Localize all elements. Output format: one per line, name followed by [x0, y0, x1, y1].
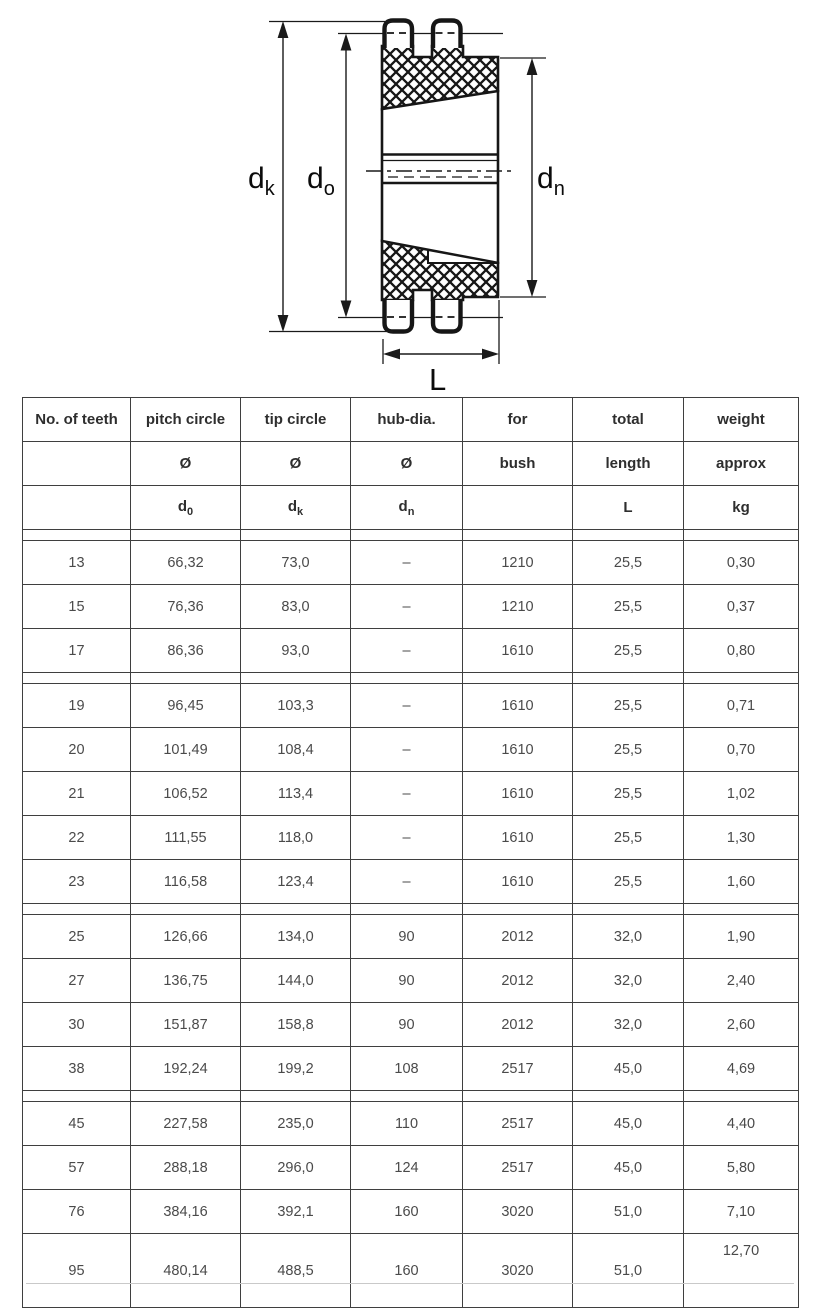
table-cell: 90: [351, 959, 463, 1003]
table-cell: 1,90: [684, 915, 799, 959]
table-cell: 1210: [463, 541, 573, 585]
table-cell: 1,02: [684, 772, 799, 816]
table-cell: 103,3: [241, 684, 351, 728]
table-cell: 90: [351, 1003, 463, 1047]
table-cell: 116,58: [131, 860, 241, 904]
table-row: [23, 816, 799, 860]
label-dn: $d_n$: [537, 162, 565, 200]
table-cell: 32,0: [573, 915, 684, 959]
table-cell: 1610: [463, 684, 573, 728]
table-cell: 21: [23, 772, 131, 816]
table-cell: 76,36: [131, 585, 241, 629]
teeth-bottom: [385, 300, 461, 332]
table-cell: 111,55: [131, 816, 241, 860]
table-cell: 4,40: [684, 1102, 799, 1146]
table-cell: 45: [23, 1102, 131, 1146]
table-cell: 20: [23, 728, 131, 772]
header-cell: [23, 442, 131, 486]
dimension-table: [22, 397, 799, 1308]
table-cell: 392,1: [241, 1190, 351, 1234]
header-cell: Ø: [131, 442, 241, 486]
table-spacer-row: [23, 673, 799, 684]
table-cell: 66,32: [131, 541, 241, 585]
table-cell: 227,58: [131, 1102, 241, 1146]
table-cell: 0,37: [684, 585, 799, 629]
header-cell: hub-dia.: [351, 398, 463, 442]
table-cell: 90: [351, 915, 463, 959]
table-cell: 106,52: [131, 772, 241, 816]
header-cell: No. of teeth: [23, 398, 131, 442]
table-cell: 25,5: [573, 728, 684, 772]
table-cell: 19: [23, 684, 131, 728]
table-cell: 25: [23, 915, 131, 959]
table-cell: 57: [23, 1146, 131, 1190]
spacer-cell: [23, 673, 131, 684]
table-cell: 25,5: [573, 860, 684, 904]
table-row: [23, 1102, 799, 1146]
table-cell: 96,45: [131, 684, 241, 728]
header-cell: length: [573, 442, 684, 486]
table-cell: 73,0: [241, 541, 351, 585]
table-row: [23, 1146, 799, 1190]
spacer-cell: [131, 1091, 241, 1102]
table-cell: 38: [23, 1047, 131, 1091]
hub-and-bore: [382, 90, 498, 264]
table-cell: 76: [23, 1190, 131, 1234]
sprocket-section-figure: [0, 0, 820, 392]
table-spacer-row: [23, 530, 799, 541]
spacer-cell: [573, 530, 684, 541]
spacer-cell: [351, 1091, 463, 1102]
table-row: [23, 629, 799, 673]
table-cell: 101,49: [131, 728, 241, 772]
table-cell: 160: [351, 1190, 463, 1234]
spacer-cell: [131, 904, 241, 915]
spacer-cell: [463, 1091, 573, 1102]
label-dk: $d_k$: [248, 162, 275, 200]
header-cell: Ø: [241, 442, 351, 486]
spacer-cell: [241, 530, 351, 541]
table-cell: 144,0: [241, 959, 351, 1003]
spacer-cell: [23, 530, 131, 541]
spacer-cell: [241, 1091, 351, 1102]
table-cell: 110: [351, 1102, 463, 1146]
spacer-cell: [131, 530, 241, 541]
header-cell: [23, 486, 131, 530]
table-row: [23, 728, 799, 772]
taper-bush-split: [428, 250, 498, 263]
sprocket-body-upper: [382, 46, 498, 109]
table-cell: –: [351, 728, 463, 772]
spacer-cell: [23, 904, 131, 915]
table-cell: 2012: [463, 915, 573, 959]
table-cell: 2,60: [684, 1003, 799, 1047]
table-cell: 27: [23, 959, 131, 1003]
table-cell: 124: [351, 1146, 463, 1190]
spacer-cell: [23, 1091, 131, 1102]
spacer-cell: [241, 904, 351, 915]
sprocket-body-lower: [382, 241, 498, 300]
dimension-do: [341, 34, 352, 318]
spacer-cell: [684, 530, 799, 541]
spacer-cell: [131, 673, 241, 684]
table-cell: 1610: [463, 728, 573, 772]
table-cell: 0,80: [684, 629, 799, 673]
dimension-dk: [269, 21, 393, 332]
table-cell: 480,14: [131, 1234, 241, 1308]
table-cell: 45,0: [573, 1102, 684, 1146]
header-cell: $d_0$: [131, 486, 241, 530]
table-cell: 0,30: [684, 541, 799, 585]
table-cell: 51,0: [573, 1190, 684, 1234]
table-cell: 160: [351, 1234, 463, 1308]
table-cell: 93,0: [241, 629, 351, 673]
table-cell: 2012: [463, 1003, 573, 1047]
table-cell: 25,5: [573, 772, 684, 816]
table-cell: 1,60: [684, 860, 799, 904]
table-cell: 45,0: [573, 1047, 684, 1091]
table-cell: 199,2: [241, 1047, 351, 1091]
table-cell: 32,0: [573, 959, 684, 1003]
spacer-cell: [463, 673, 573, 684]
table-cell: –: [351, 541, 463, 585]
table-cell: 192,24: [131, 1047, 241, 1091]
header-cell: total: [573, 398, 684, 442]
header-cell: for: [463, 398, 573, 442]
teeth-top: [385, 21, 461, 49]
table-cell: 95: [23, 1234, 131, 1308]
table-cell: 2517: [463, 1047, 573, 1091]
table-cell: 51,0: [573, 1234, 684, 1308]
spacer-cell: [684, 1091, 799, 1102]
spacer-cell: [351, 530, 463, 541]
table-cell: 123,4: [241, 860, 351, 904]
table-cell: 108: [351, 1047, 463, 1091]
table-cell: 1610: [463, 772, 573, 816]
table-header: [23, 398, 799, 530]
table-cell: 0,71: [684, 684, 799, 728]
label-do: $d_o$: [307, 162, 335, 200]
table-cell: 25,5: [573, 684, 684, 728]
table-cell: –: [351, 860, 463, 904]
table-cell: 30: [23, 1003, 131, 1047]
table-cell: 113,4: [241, 772, 351, 816]
spacer-cell: [241, 673, 351, 684]
spacer-cell: [573, 1091, 684, 1102]
header-cell: approx: [684, 442, 799, 486]
table-cell: 4,69: [684, 1047, 799, 1091]
table-row: [23, 959, 799, 1003]
table-cell: 25,5: [573, 629, 684, 673]
table-spacer-row: [23, 904, 799, 915]
table-cell: 83,0: [241, 585, 351, 629]
spacer-cell: [573, 673, 684, 684]
header-cell: $d_k$: [241, 486, 351, 530]
header-cell: kg: [684, 486, 799, 530]
table-cell: 32,0: [573, 1003, 684, 1047]
table-cell: 1,30: [684, 816, 799, 860]
table-cell: 23: [23, 860, 131, 904]
table-cell: 134,0: [241, 915, 351, 959]
spacer-cell: [684, 673, 799, 684]
table-cell: –: [351, 585, 463, 629]
label-length: L: [429, 362, 447, 392]
table-cell: –: [351, 816, 463, 860]
table-cell: 22: [23, 816, 131, 860]
table-cell: 3020: [463, 1234, 573, 1308]
header-cell: tip circle: [241, 398, 351, 442]
header-cell: bush: [463, 442, 573, 486]
table-cell: 235,0: [241, 1102, 351, 1146]
header-cell: weight: [684, 398, 799, 442]
table-row: [23, 1190, 799, 1234]
table-cell: 7,10: [684, 1190, 799, 1234]
table-row: [23, 1047, 799, 1091]
table-row: [23, 541, 799, 585]
table-cell: 151,87: [131, 1003, 241, 1047]
table-cell: 17: [23, 629, 131, 673]
header-cell: Ø: [351, 442, 463, 486]
sprocket-cross-section-drawing: [0, 0, 820, 392]
table-cell: 3020: [463, 1190, 573, 1234]
header-cell: L: [573, 486, 684, 530]
table-cell: –: [351, 772, 463, 816]
table-cell: 1610: [463, 629, 573, 673]
spacer-cell: [573, 904, 684, 915]
table-cell: 158,8: [241, 1003, 351, 1047]
table-cell: 488,5: [241, 1234, 351, 1308]
header-cell: pitch circle: [131, 398, 241, 442]
header-row-1: [23, 398, 799, 442]
page-bottom-shadow: [26, 1283, 794, 1284]
table-cell: 2,40: [684, 959, 799, 1003]
table-row: [23, 860, 799, 904]
table-row: [23, 684, 799, 728]
table-cell: 2517: [463, 1102, 573, 1146]
spacer-cell: [463, 530, 573, 541]
table-cell: 2012: [463, 959, 573, 1003]
table-row: [23, 915, 799, 959]
spacer-cell: [684, 904, 799, 915]
table-row: [23, 585, 799, 629]
table-cell: –: [351, 629, 463, 673]
table-cell: 118,0: [241, 816, 351, 860]
table-cell: 0,70: [684, 728, 799, 772]
header-cell: $d_n$: [351, 486, 463, 530]
table-body: [23, 530, 799, 1308]
table-cell: 15: [23, 585, 131, 629]
table-cell: 1610: [463, 816, 573, 860]
header-row-3: [23, 486, 799, 530]
table-cell: 25,5: [573, 541, 684, 585]
spacer-cell: [351, 904, 463, 915]
table-row: [23, 1003, 799, 1047]
table-cell: 1610: [463, 860, 573, 904]
table-spacer-row: [23, 1091, 799, 1102]
table-cell: 13: [23, 541, 131, 585]
table-cell: 12,70: [684, 1234, 799, 1308]
table-cell: 136,75: [131, 959, 241, 1003]
table-cell: 108,4: [241, 728, 351, 772]
table-row: [23, 1234, 799, 1308]
table-row: [23, 772, 799, 816]
table-cell: 1210: [463, 585, 573, 629]
table-cell: 126,66: [131, 915, 241, 959]
table-cell: 2517: [463, 1146, 573, 1190]
table-cell: 25,5: [573, 816, 684, 860]
header-cell: [463, 486, 573, 530]
spacer-cell: [463, 904, 573, 915]
table-cell: 296,0: [241, 1146, 351, 1190]
table-cell: 384,16: [131, 1190, 241, 1234]
table-cell: 86,36: [131, 629, 241, 673]
table-cell: –: [351, 684, 463, 728]
spacer-cell: [351, 673, 463, 684]
table-cell: 5,80: [684, 1146, 799, 1190]
table-cell: 25,5: [573, 585, 684, 629]
table-cell: 45,0: [573, 1146, 684, 1190]
table-cell: 288,18: [131, 1146, 241, 1190]
header-row-2: [23, 442, 799, 486]
